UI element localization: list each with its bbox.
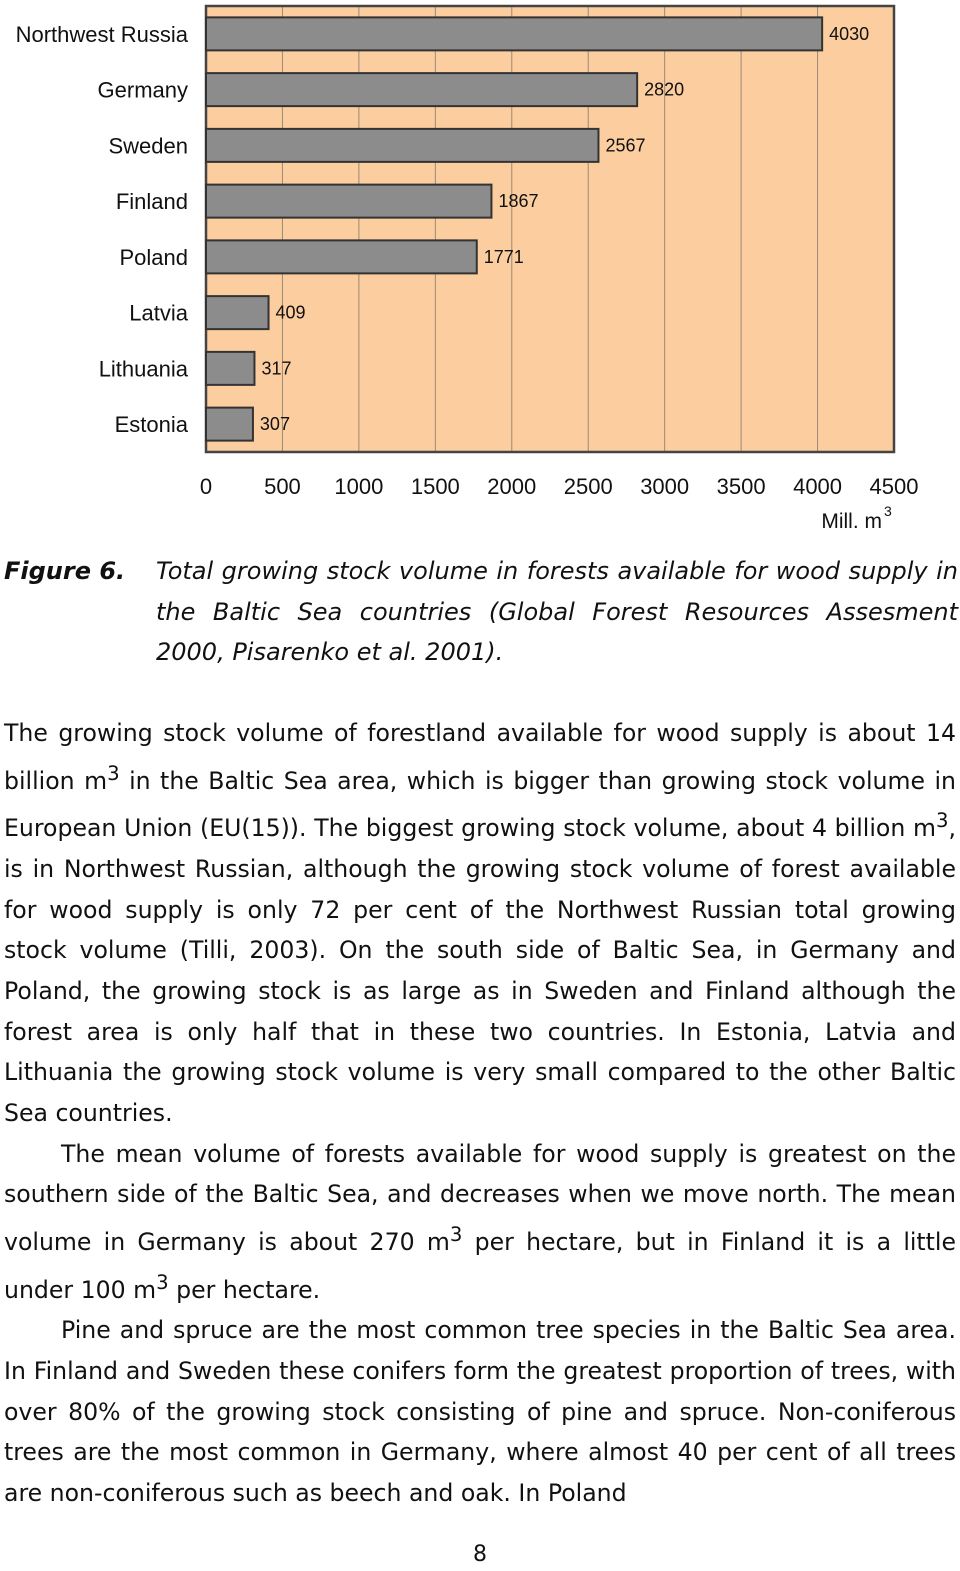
figure-label: Figure 6. (4, 557, 126, 585)
p1-text-3: , is in Northwest Russian, although the growing stock volume of forest available for wood supply is only 72 per cent of the Northwest Russian total growing stock volume (Tilli, 2003). On the south side of Baltic Sea, in Germany and Poland, the growing stock is as large as in Sweden and Finland although the forest area is only half that in these two countries. In Estonia, Latvia and Lithuania the growing stock volume is very small compared to the other Baltic Sea countries. (4, 814, 956, 1128)
value-label-6: 317 (261, 358, 292, 379)
category-label-4: Poland (119, 244, 188, 270)
bar-5 (206, 296, 269, 329)
page-number: 8 (473, 1542, 487, 1567)
paragraph-2 (4, 1134, 956, 1311)
p1-text-1: The growing stock volume of forestland available for wood supply is about 14 billion m (4, 719, 956, 795)
p1-sup-2: 3 (935, 809, 949, 833)
x-tick-label-3: 1500 (410, 474, 460, 499)
figure-caption (4, 551, 958, 673)
x-tick-label-0: 0 (199, 474, 213, 499)
value-label-1: 2820 (644, 79, 685, 100)
x-tick-label-2: 1000 (334, 474, 384, 499)
paragraph-1 (4, 713, 956, 1134)
x-tick-label-5: 2500 (563, 474, 613, 499)
p1-sup-1: 3 (107, 761, 120, 785)
p2-sup-1: 3 (449, 1223, 463, 1247)
x-tick-label-6: 3000 (640, 474, 690, 499)
chart-svg (0, 0, 960, 545)
value-label-5: 409 (275, 302, 306, 323)
category-label-7: Estonia (114, 412, 188, 438)
bar-2 (206, 129, 598, 162)
category-label-0: Northwest Russia (15, 21, 188, 47)
bar-chart (0, 0, 960, 545)
body-text (4, 713, 956, 1514)
value-label-2: 2567 (605, 135, 646, 156)
x-tick-label-9: 4500 (869, 474, 919, 499)
p2-sup-2: 3 (156, 1270, 169, 1294)
category-label-6: Lithuania (98, 356, 188, 382)
paragraph-3: Pine and spruce are the most common tree species in the Baltic Sea area. In Finland and Sweden these conifers form the greatest proportion of trees, with over 80% of the growing stock consisting of pine and spruce. Non-coniferous trees are the most common in Germany, where almost 40 per cent of all trees are non-coniferous such as beech and oak. In Poland (4, 1316, 956, 1508)
p2-text-2: per hectare, but in Finland it is a little under 100 m (4, 1228, 957, 1304)
x-tick-label-4: 2000 (487, 474, 537, 499)
category-label-5: Latvia (129, 300, 188, 326)
x-axis-label: Mill. m (821, 510, 882, 533)
x-axis-label-superscript: 3 (884, 503, 892, 519)
category-label-3: Finland (115, 189, 188, 215)
bar-3 (206, 185, 491, 218)
figure-caption-text: Total growing stock volume in forests available for wood supply in the Baltic Sea countries (Global Forest Resources Assesment 2000, Pisarenko et al. 2001). (156, 557, 958, 666)
bar-6 (206, 352, 254, 385)
value-label-0: 4030 (829, 23, 870, 44)
x-tick-label-8: 4000 (793, 474, 843, 499)
category-label-2: Sweden (108, 133, 188, 159)
value-label-4: 1771 (483, 246, 524, 267)
category-label-1: Germany (97, 77, 188, 103)
p2-text-1: The mean volume of forests available for wood supply is greatest on the southern side of the Baltic Sea, and decreases when we move north. The mean volume in Germany is about 270 m (4, 1139, 956, 1257)
p2-text-3: per hectare. (168, 1275, 321, 1304)
bar-0 (206, 17, 822, 50)
value-label-7: 307 (259, 414, 290, 435)
x-tick-label-7: 3500 (716, 474, 766, 499)
bar-4 (206, 240, 477, 273)
bar-1 (206, 73, 637, 106)
p1-text-2: in the Baltic Sea area, which is bigger than growing stock volume in European Union (EU(15)). The biggest growing stock volume, about 4 billion m (4, 766, 956, 843)
bar-7 (206, 408, 253, 441)
value-label-3: 1867 (498, 191, 539, 212)
x-tick-label-1: 500 (264, 474, 301, 499)
